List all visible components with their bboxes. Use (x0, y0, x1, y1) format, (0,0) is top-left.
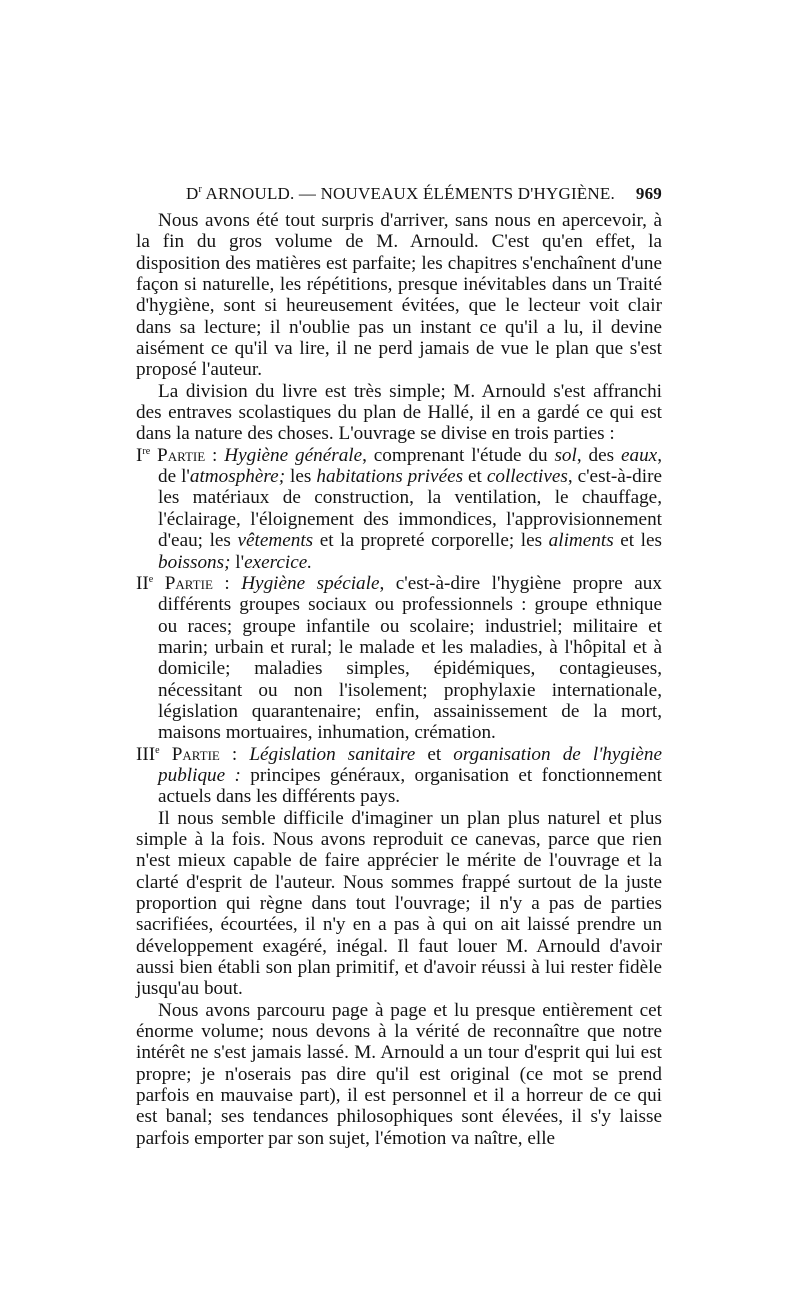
part-2-entry (136, 573, 662, 744)
page-body (136, 210, 662, 1149)
paragraph-1: Nous avons été tout surpris d'arriver, sans nous en apercevoir, à la fin du gros volume de M. Arnould. C'est qu'en effet, la disposition des matières est parfaite; les chapitres s'enchaînent d'une façon si naturelle, les répétitions, presque inévitables dans un Traité d'hygiène, sont si heureusement évitées, que le lecteur voit clair dans sa lecture; il n'oublie pas un instant ce qu'il a lu, il devine aisément ce qu'il va lire, il ne perd jamais de vue le plan que s'est proposé l'auteur. (136, 210, 662, 381)
part-3-number-sup: e (155, 744, 160, 756)
part-2-number-sup: e (148, 573, 154, 585)
part-2-number: II (136, 572, 149, 594)
part-3-italic: organisation de l'hygiène publique : (158, 743, 662, 786)
part-1-text: et la propreté corporelle; les (313, 530, 549, 552)
part-1-italic: habitations privées (316, 466, 464, 488)
part-3-number: III (136, 743, 156, 765)
part-1-italic: vêtements (237, 530, 314, 552)
part-3-text: principes généraux, organisation et fonctionnement actuels dans les différents pays. (158, 764, 662, 808)
part-1-italic: aliments (548, 530, 614, 552)
paragraph-4: Nous avons parcouru page à page et lu presque entièrement cet énorme volume; nous devons à la vérité de reconnaître que notre intérêt ne s'est jamais lassé. M. Arnould a un tour d'esprit qui lui est propre; je n'oserais pas dire qu'il est original (ce mot se prend parfois en mauvaise part), il est personnel et il a horreur de ce qui est banal; ses tendances philosophiques sont élevées, il s'y laisse parfois emporter par son sujet, l'émotion va naître, elle (136, 999, 662, 1149)
part-2-text: , c'est-à-dire l'hygiène propre aux différents groupes sociaux ou professionnels : groupe ethnique ou races; groupe infantile ou scolaire; industriel; militaire et marin; urbain et rural; le malade et les maladies, à l'hôpital et à domicile; maladies simples, épidémiques, contagieuses, nécessitant ou non l'isolement; prophylaxie internationale, législation quarantenaire; enfin, assainissement de la mort, maisons mortuaires, inhumation, crémation. (158, 572, 662, 744)
part-2-sep: : (212, 572, 242, 594)
part-1-text: et (463, 466, 487, 488)
part-3-title: Législation sanitaire (249, 743, 416, 765)
part-1-italic: atmosphère; (189, 466, 286, 488)
part-1-text: , c'est-à-dire les matériaux de construction, la ventilation, le chauffage, l'éclairage, l'éloignement des immondices, l'approvisionnement d'eau; les (158, 466, 663, 552)
page-number: 969 (635, 184, 662, 203)
part-1-text: , comprenant l'étude du (362, 444, 555, 466)
part-1-italic: sol (554, 444, 577, 466)
part-3-entry (136, 744, 662, 808)
part-2-title: Hygiène spéciale (241, 572, 380, 594)
part-1-number: I (136, 444, 143, 466)
part-3-text: et (415, 743, 454, 765)
header-title-prefix: D (186, 184, 199, 203)
part-3-label: Partie (159, 743, 220, 765)
running-header (186, 184, 662, 204)
part-1-number-sup: re (142, 445, 151, 457)
part-1-italic: eaux (620, 444, 658, 466)
header-title-rest: ARNOULD. — NOUVEAUX ÉLÉMENTS D'HYGIÈNE. (202, 184, 615, 203)
part-1-text: , de l' (158, 444, 662, 488)
part-1-italic: exercice. (244, 551, 313, 573)
paragraph-2: La division du livre est très simple; M. Arnould s'est affranchi des entraves scolastiques du plan de Hallé, il en a gardé ce qui est dans la nature des choses. L'ouvrage se divise en trois parties : (136, 380, 662, 445)
part-1-italic: collectives (486, 466, 568, 488)
part-1-italic: boissons; (158, 551, 231, 573)
paragraph-3: Il nous semble difficile d'imaginer un plan plus naturel et plus simple à la fois. Nous avons reproduit ce canevas, parce que rien n'est mieux capable de faire apprécier le mérite de l'ouvrage et la clarté d'esprit de l'auteur. Nous sommes frappé surtout de la juste proportion qui règne dans tout l'ouvrage; il n'y a pas de parties sacrifiées, écourtées, il n'y en a pas à qui on ait laissé prendre un développement exagéré, inégal. Il faut louer M. Arnould d'avoir aussi bien établi son plan primitif, et d'avoir réussi à lui rester fidèle jusqu'au bout. (136, 807, 662, 1000)
part-1-text: les (285, 466, 317, 488)
part-1-text: l' (230, 551, 245, 573)
part-1-text: , des (576, 444, 621, 466)
part-1-entry (136, 445, 662, 573)
part-1-title: Hygiène générale (224, 444, 363, 466)
part-1-label: Partie (150, 444, 206, 466)
part-1-text: et les (613, 530, 662, 552)
header-title (186, 184, 615, 203)
part-2-label: Partie (153, 572, 213, 594)
header-title-prefix-sup: r (198, 184, 203, 195)
part-1-sep: : (205, 444, 225, 466)
part-3-sep: : (219, 743, 250, 765)
